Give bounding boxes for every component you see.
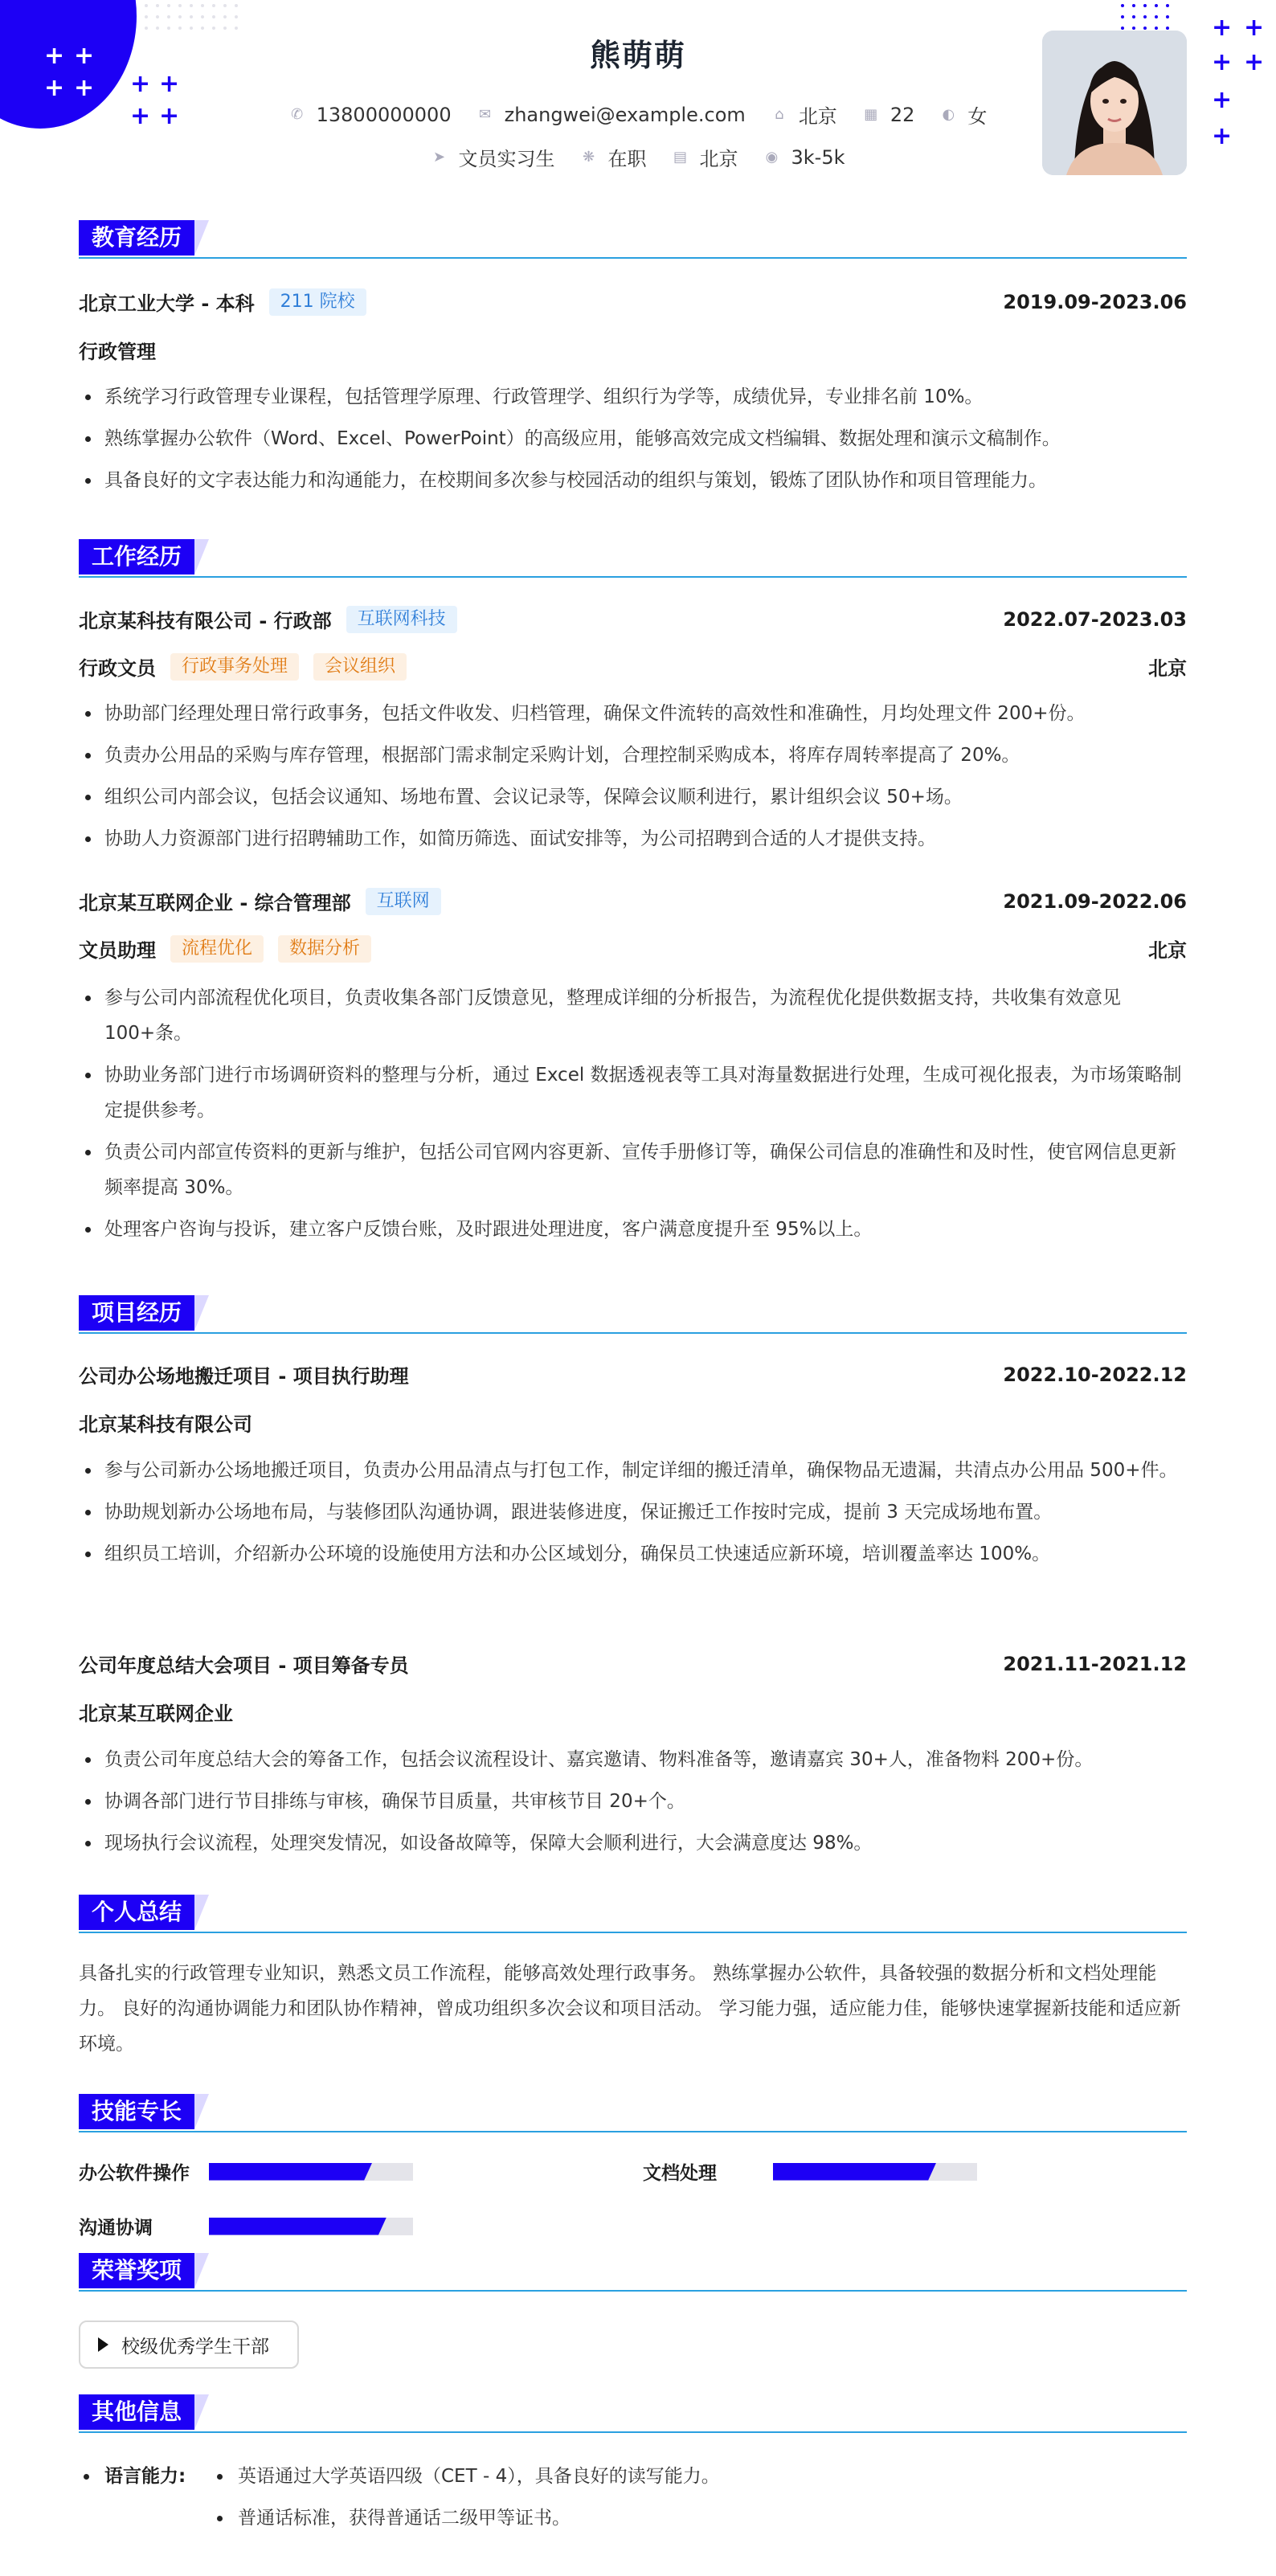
list-item: 参与公司新办公场地搬迁项目，负责办公用品清点与打包工作，制定详细的搬迁清单，确保物品无遗漏，共清点办公用品 500+件。 bbox=[79, 1453, 1187, 1488]
skill-bar-fill bbox=[209, 2163, 372, 2181]
plus-decoration-icon: + bbox=[130, 102, 151, 130]
section-header-other: 其他信息 bbox=[79, 2394, 1187, 2433]
plus-decoration-icon: + bbox=[1212, 14, 1233, 42]
skill-tag: 数据分析 bbox=[278, 935, 371, 963]
portrait-illustration bbox=[1042, 31, 1187, 175]
skill-tag: 流程优化 bbox=[170, 935, 264, 963]
plus-decoration-icon: + bbox=[74, 42, 95, 70]
award-label: 校级优秀学生干部 bbox=[121, 2336, 269, 2357]
bullet-dot bbox=[84, 2474, 89, 2480]
job-header-row bbox=[79, 605, 1187, 633]
project-company-row bbox=[79, 1409, 1187, 1437]
list-item: 负责办公用品的采购与库存管理，根据部门需求制定采购计划，合理控制采购成本，将库存周转率提高了 20%。 bbox=[79, 738, 1187, 773]
list-item: 普通话标准，获得普通话二级甲等证书。 bbox=[238, 2508, 571, 2529]
list-item: 协助规划新办公场地布局，与装修团队沟通协调，跟进装修进度，保证搬迁工作按时完成，提前 3 天完成场地布置。 bbox=[79, 1494, 1187, 1530]
bullet-dot bbox=[217, 2516, 223, 2521]
project-header-row bbox=[79, 1650, 1187, 1678]
skill-bar bbox=[209, 2218, 413, 2235]
skill-bar-fill bbox=[209, 2218, 386, 2235]
dot-grid-decoration bbox=[145, 4, 238, 30]
skill-item bbox=[79, 2213, 413, 2239]
education-bullets bbox=[79, 379, 1187, 498]
school-badge: 211 院校 bbox=[269, 288, 366, 316]
job-bullets bbox=[79, 980, 1187, 1247]
project-bullets bbox=[79, 1453, 1187, 1572]
play-icon bbox=[98, 2337, 108, 2352]
project-company: 北京某科技有限公司 bbox=[79, 1413, 252, 1436]
contact-city: ⌂ 北京 bbox=[771, 100, 837, 129]
plus-decoration-icon: + bbox=[1212, 122, 1233, 150]
candidate-name: 熊萌萌 bbox=[589, 38, 686, 73]
calendar-icon: ▦ bbox=[864, 105, 878, 123]
list-item: 协助部门经理处理日常行政事务，包括文件收发、归档管理，确保文件流转的高效性和准确性，月均处理文件 200+份。 bbox=[79, 696, 1187, 731]
plus-decoration-icon: + bbox=[44, 42, 65, 70]
project-header-row bbox=[79, 1360, 1187, 1388]
list-item: 协助人力资源部门进行招聘辅助工作，如简历筛选、面试安排等，为公司招聘到合适的人才提供支持。 bbox=[79, 821, 1187, 857]
avatar-photo bbox=[1042, 31, 1187, 175]
major-name: 行政管理 bbox=[79, 341, 156, 363]
language-info bbox=[79, 2455, 1187, 2539]
education-header-row bbox=[79, 288, 1187, 316]
job-date: 2021.09-2022.06 bbox=[1003, 889, 1187, 913]
major-row bbox=[79, 336, 1187, 364]
skill-bar-fill bbox=[773, 2163, 936, 2181]
job-role-row bbox=[79, 934, 1187, 963]
project-bullets bbox=[79, 1742, 1187, 1861]
list-item: 系统学习行政管理专业课程，包括管理学原理、行政管理学、组织行为学等，成绩优异，专业排名前 10%。 bbox=[79, 379, 1187, 415]
list-item: 熟练掌握办公软件（Word、Excel、PowerPoint）的高级应用，能够高效完成文档编辑、数据处理和演示文稿制作。 bbox=[79, 421, 1187, 456]
job-date: 2022.07-2023.03 bbox=[1003, 607, 1187, 631]
language-label: 语言能力: bbox=[104, 2466, 186, 2487]
send-icon: ➤ bbox=[432, 148, 446, 166]
job-role: 文员助理 bbox=[79, 939, 156, 962]
list-item: 负责公司内部宣传资料的更新与维护，包括公司官网内容更新、宣传手册修订等，确保公司信息的准确性和及时性，使官网信息更新频率提高 30%。 bbox=[79, 1135, 1187, 1205]
building-icon: ▤ bbox=[673, 148, 687, 166]
project-company: 北京某互联网企业 bbox=[79, 1703, 233, 1725]
section-header-skills: 技能专长 bbox=[79, 2094, 1187, 2132]
contact-phone: ✆ 13800000000 bbox=[289, 104, 452, 126]
section-header-summary: 个人总结 bbox=[79, 1895, 1187, 1933]
language-row bbox=[79, 2455, 1187, 2497]
list-item: 组织员工培训，介绍新办公环境的设施使用方法和办公区域划分，确保员工快速适应新环境，培训覆盖率达 100%。 bbox=[79, 1536, 1187, 1572]
contact-gender: ◐ 女 bbox=[940, 100, 987, 129]
project-name: 公司办公场地搬迁项目 - 项目执行助理 bbox=[79, 1365, 409, 1388]
dot-grid-decoration bbox=[1121, 4, 1169, 30]
summary-text: 具备扎实的行政管理专业知识，熟悉文员工作流程，能够高效处理行政事务。 熟练掌握办公软件，具备较强的数据分析和文档处理能力。 良好的沟通协调能力和团队协作精神，曾成功组织多次会议和项目活动。 学习能力强，适应能力佳，能够快速掌握新技能和适应新环境。 bbox=[79, 1963, 1181, 2055]
plus-decoration-icon: + bbox=[1244, 14, 1265, 42]
intention-salary: ◉ 3k-5k bbox=[764, 146, 845, 169]
job-bullets bbox=[79, 696, 1187, 857]
section-header-projects: 项目经历 bbox=[79, 1295, 1187, 1334]
list-item: 处理客户咨询与投诉，建立客户反馈台账，及时跟进处理进度，客户满意度提升至 95%以上。 bbox=[79, 1212, 1187, 1247]
section-header-education: 教育经历 bbox=[79, 220, 1187, 259]
skill-label: 办公软件操作 bbox=[79, 2163, 190, 2184]
list-item: 参与公司内部流程优化项目，负责收集各部门反馈意见，整理成详细的分析报告，为流程优化提供数据支持，共收集有效意见 100+条。 bbox=[79, 980, 1187, 1051]
plus-decoration-icon: + bbox=[130, 70, 151, 98]
list-item: 现场执行会议流程，处理突发情况，如设备故障等，保障大会顺利进行，大会满意度达 98%。 bbox=[79, 1826, 1187, 1861]
phone-icon: ✆ bbox=[291, 105, 304, 123]
language-row bbox=[79, 2497, 1187, 2539]
plus-decoration-icon: + bbox=[44, 74, 65, 102]
project-company-row bbox=[79, 1698, 1187, 1726]
industry-badge: 互联网 bbox=[366, 888, 441, 915]
job-role: 行政文员 bbox=[79, 657, 156, 680]
list-item: 协调各部门进行节目排练与审核，确保节目质量，共审核节目 20+个。 bbox=[79, 1784, 1187, 1819]
plus-decoration-icon: + bbox=[1212, 86, 1233, 114]
contact-email: ✉ zhangwei@example.com bbox=[477, 104, 746, 126]
job-role-row bbox=[79, 652, 1187, 681]
skill-bar bbox=[209, 2163, 413, 2181]
list-item: 负责公司年度总结大会的筹备工作，包括会议流程设计、嘉宾邀请、物料准备等，邀请嘉宾 30+人，准备物料 200+份。 bbox=[79, 1742, 1187, 1777]
skill-label: 沟通协调 bbox=[79, 2218, 153, 2239]
list-item: 协助业务部门进行市场调研资料的整理与分析，通过 Excel 数据透视表等工具对海量数据进行处理，生成可视化报表，为市场策略制定提供参考。 bbox=[79, 1057, 1187, 1128]
skill-tag: 会议组织 bbox=[313, 653, 407, 681]
company-name: 北京某科技有限公司 - 行政部 bbox=[79, 610, 332, 632]
intention-city: ▤ 北京 bbox=[673, 148, 738, 170]
intention-position: ➤ 文员实习生 bbox=[431, 143, 555, 171]
list-item: 英语通过大学英语四级（CET - 4），具备良好的读写能力。 bbox=[238, 2466, 720, 2487]
mail-icon: ✉ bbox=[479, 105, 492, 123]
home-icon: ⌂ bbox=[775, 105, 784, 123]
school-name: 北京工业大学 - 本科 bbox=[79, 292, 255, 315]
gender-icon: ◐ bbox=[942, 105, 955, 123]
project-date: 2022.10-2022.12 bbox=[1003, 1363, 1187, 1386]
skill-item bbox=[79, 2158, 413, 2185]
status-icon: ❋ bbox=[582, 148, 595, 166]
skill-label: 文档处理 bbox=[643, 2163, 717, 2184]
section-header-work: 工作经历 bbox=[79, 539, 1187, 578]
project-name: 公司年度总结大会项目 - 项目筹备专员 bbox=[79, 1654, 409, 1677]
list-item: 组织公司内部会议，包括会议通知、场地布置、会议记录等，保障会议顺利进行，累计组织会议 50+场。 bbox=[79, 779, 1187, 815]
plus-decoration-icon: + bbox=[1212, 48, 1233, 76]
skill-bar bbox=[773, 2163, 977, 2181]
company-name: 北京某互联网企业 - 综合管理部 bbox=[79, 892, 351, 914]
section-header-awards: 荣誉奖项 bbox=[79, 2253, 1187, 2292]
plus-decoration-icon: + bbox=[159, 70, 180, 98]
skill-item bbox=[643, 2158, 977, 2185]
bullet-dot bbox=[217, 2474, 223, 2480]
skill-tag: 行政事务处理 bbox=[170, 653, 299, 681]
plus-decoration-icon: + bbox=[1244, 48, 1265, 76]
job-city: 北京 bbox=[1148, 657, 1187, 680]
contact-age: ▦ 22 bbox=[864, 103, 915, 126]
job-city: 北京 bbox=[1148, 939, 1187, 962]
education-date: 2019.09-2023.06 bbox=[1003, 290, 1187, 313]
salary-icon: ◉ bbox=[765, 148, 779, 166]
intention-status: ❋ 在职 bbox=[581, 143, 647, 171]
industry-badge: 互联网科技 bbox=[346, 606, 457, 633]
list-item: 具备良好的文字表达能力和沟通能力，在校期间多次参与校园活动的组织与策划，锻炼了团队协作和项目管理能力。 bbox=[79, 463, 1187, 498]
job-header-row bbox=[79, 887, 1187, 915]
plus-decoration-icon: + bbox=[74, 74, 95, 102]
project-date: 2021.11-2021.12 bbox=[1003, 1652, 1187, 1675]
plus-decoration-icon: + bbox=[159, 102, 180, 130]
award-chip[interactable] bbox=[79, 2320, 299, 2369]
